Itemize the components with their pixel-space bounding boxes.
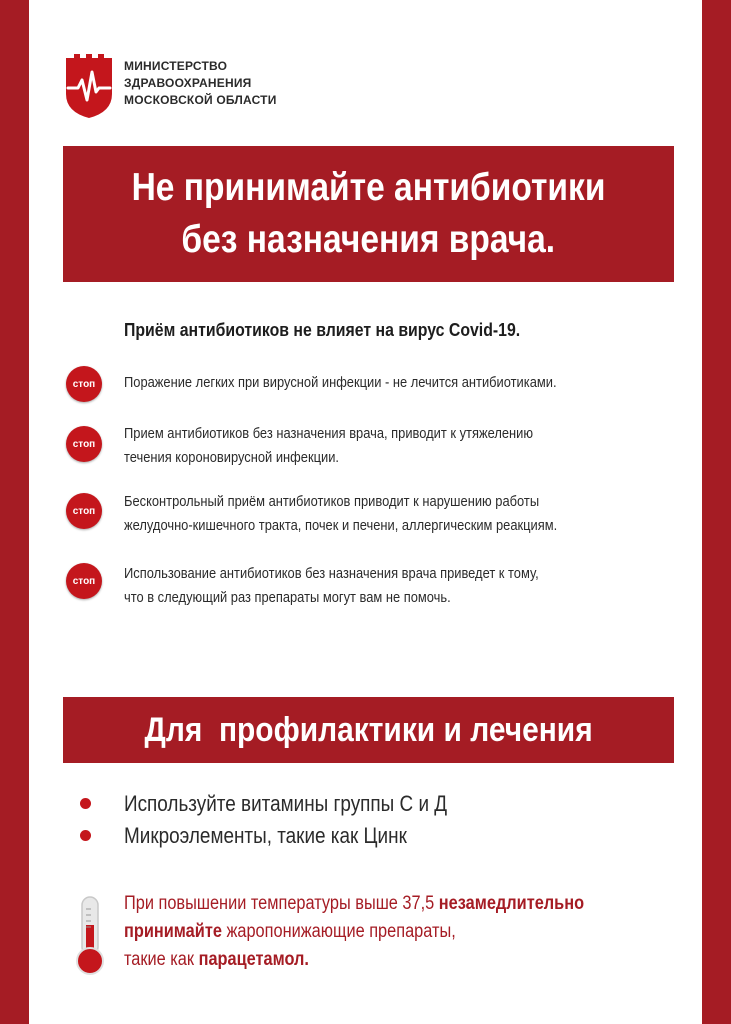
right-border bbox=[702, 0, 731, 1024]
left-border bbox=[0, 0, 29, 1024]
ministry-name-line2: ЗДРАВООХРАНЕНИЯ bbox=[124, 76, 252, 90]
stop-item-line1: Прием антибиотиков без назначения врача, приводит к утяжелению bbox=[124, 425, 534, 442]
stop-item-text bbox=[124, 422, 674, 470]
stop-sign-icon: стоп bbox=[66, 563, 102, 599]
temperature-note-line1: При повышении температуры выше 37,5 незамедлительно bbox=[124, 893, 585, 914]
bullet-dot-icon bbox=[80, 798, 91, 809]
prevention-banner bbox=[63, 697, 674, 763]
ministry-name-line3: МОСКОВСКОЙ ОБЛАСТИ bbox=[124, 93, 277, 107]
temperature-note bbox=[124, 890, 584, 974]
main-title-line1: Не принимайте антибиотики bbox=[131, 166, 606, 209]
list-item-text: Используйте витамины группы С и Д bbox=[124, 791, 448, 816]
subheading: Приём антибиотиков не влияет на вирус Covid-19. bbox=[124, 320, 521, 340]
stop-item-line2: желудочно-кишечного тракта, почек и печени, аллергическим реакциям. bbox=[124, 517, 558, 534]
stop-item-line1: Поражение легких при вирусной инфекции - не лечится антибиотиками. bbox=[124, 374, 557, 391]
temperature-note-line3: такие как парацетамол. bbox=[124, 949, 309, 970]
temperature-note-line2: принимайте жаропонижающие препараты, bbox=[124, 921, 456, 942]
ministry-logo-icon bbox=[64, 54, 114, 118]
stop-sign-icon: стоп bbox=[66, 493, 102, 529]
main-title-banner bbox=[63, 146, 674, 282]
ministry-name bbox=[124, 58, 277, 109]
stop-item-text bbox=[124, 371, 674, 395]
stop-item-line1: Использование антибиотиков без назначения врача приведет к тому, bbox=[124, 565, 539, 582]
ministry-name-line1: МИНИСТЕРСТВО bbox=[124, 59, 228, 73]
list-item-text: Микроэлементы, такие как Цинк bbox=[124, 823, 407, 848]
stop-item-text bbox=[124, 490, 674, 538]
stop-item-text bbox=[124, 562, 674, 610]
stop-sign-icon: стоп bbox=[66, 426, 102, 462]
stop-item-line1: Бесконтрольный приём антибиотиков приводит к нарушению работы bbox=[124, 493, 540, 510]
main-title-line2: без назначения врача. bbox=[181, 218, 556, 261]
stop-item-line2: течения короновирусной инфекции. bbox=[124, 449, 339, 466]
bullet-dot-icon bbox=[80, 830, 91, 841]
thermometer-icon bbox=[70, 895, 110, 977]
stop-item-line2: что в следующий раз препараты могут вам не помочь. bbox=[124, 589, 451, 606]
stop-sign-icon: стоп bbox=[66, 366, 102, 402]
prevention-title: Для профилактики и лечения bbox=[144, 710, 593, 749]
